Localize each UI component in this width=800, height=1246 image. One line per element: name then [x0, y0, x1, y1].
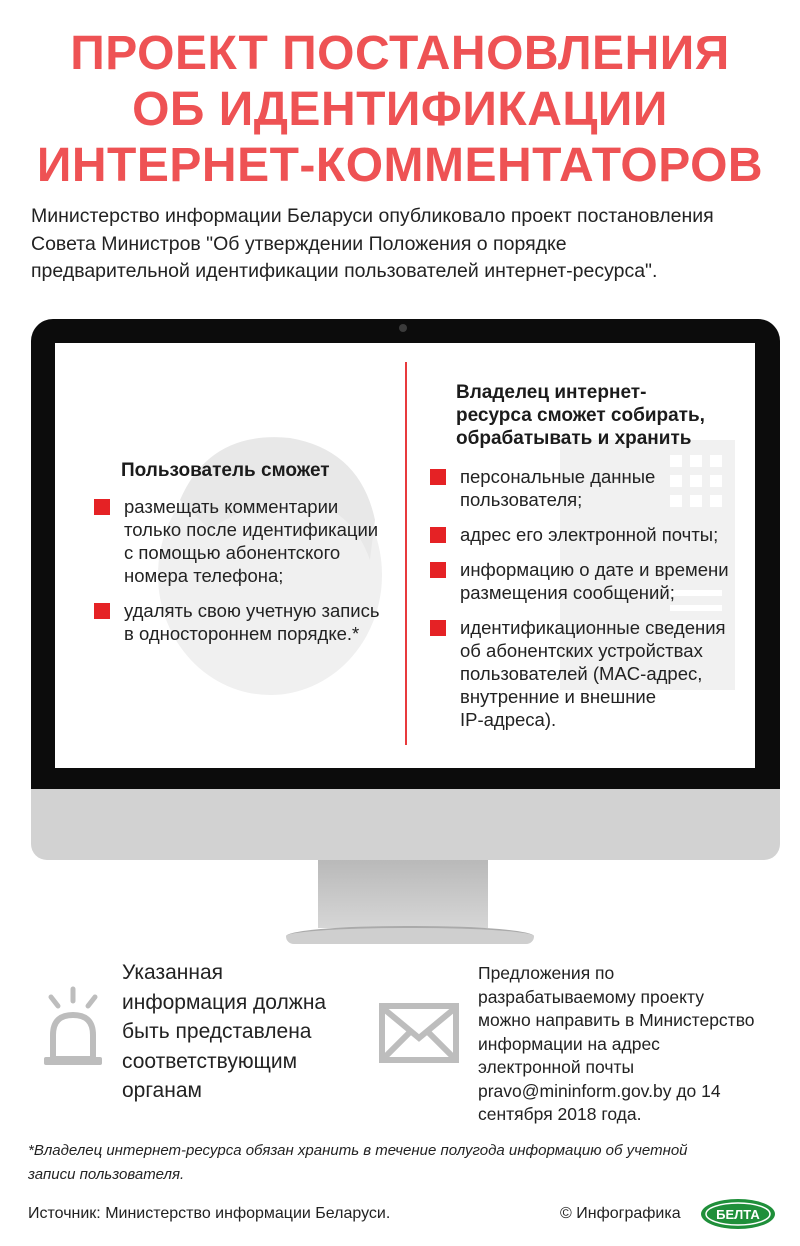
owner-heading: Владелец интернет- ресурса сможет собирать, обрабатывать и хранить [456, 382, 705, 449]
monitor-stand-base [286, 926, 534, 944]
title-line-2: ОБ ИДЕНТИФИКАЦИИ [132, 83, 668, 136]
intro-text [31, 203, 781, 286]
belta-logo [700, 1198, 776, 1230]
bullet-icon [430, 562, 446, 578]
title-line-3: ИНТЕРНЕТ-КОММЕНТАТОРОВ [36, 139, 764, 192]
alarm-siren-icon [40, 985, 106, 1069]
bullet-icon [430, 469, 446, 485]
bullet-icon [430, 527, 446, 543]
bullet-icon [430, 620, 446, 636]
list-item: информацию о дате и времени размещения сообщений; [430, 558, 750, 604]
envelope-icon [378, 1002, 460, 1064]
intro-line: Совета Министров "Об утверждении Положения о порядке [31, 232, 567, 255]
bullet-icon [94, 499, 110, 515]
credit-text: © Инфографика [560, 1205, 681, 1222]
camera-icon [399, 324, 407, 332]
proposals-notice: Предложения по разрабатываемому проекту можно направить в Министерство информации на адрес электронной почты pravo@mininform.gov.by до 14 сентября 2018 года. [478, 963, 755, 1124]
column-divider [405, 362, 407, 745]
user-list [94, 495, 394, 645]
source-text: Источник: Министерство информации Беларуси. [28, 1205, 391, 1222]
bullet-icon [94, 603, 110, 619]
monitor-chin [31, 789, 780, 860]
title-line-1: ПРОЕКТ ПОСТАНОВЛЕНИЯ [70, 27, 730, 80]
list-item: удалять свою учетную запись в одностороннем порядке.* [94, 599, 394, 645]
svg-text:БЕЛТА: БЕЛТА [716, 1207, 760, 1222]
monitor-stand-neck [318, 860, 488, 928]
list-item: адрес его электронной почты; [430, 523, 750, 546]
page-title [0, 26, 800, 194]
owner-list [430, 465, 750, 731]
intro-line: Министерство информации Беларуси опубликовало проект постановления [31, 205, 714, 227]
footnote: *Владелец интернет-ресурса обязан хранить в течение полугода информацию об учетной записи пользователя. [28, 1142, 688, 1183]
intro-line: предварительной идентификации пользователей интернет-ресурса". [31, 260, 658, 282]
user-heading: Пользователь сможет [121, 460, 330, 481]
list-item: идентификационные сведения об абонентских устройствах пользователей (MAC-адрес, внутренние и внешние IP-адреса). [430, 616, 750, 731]
info-notice: Указанная информация должна быть представлена соответствующим органам [122, 961, 327, 1102]
list-item: персональные данные пользователя; [430, 465, 750, 511]
list-item: размещать комментарии только после идентификации с помощью абонентского номера телефона; [94, 495, 394, 587]
